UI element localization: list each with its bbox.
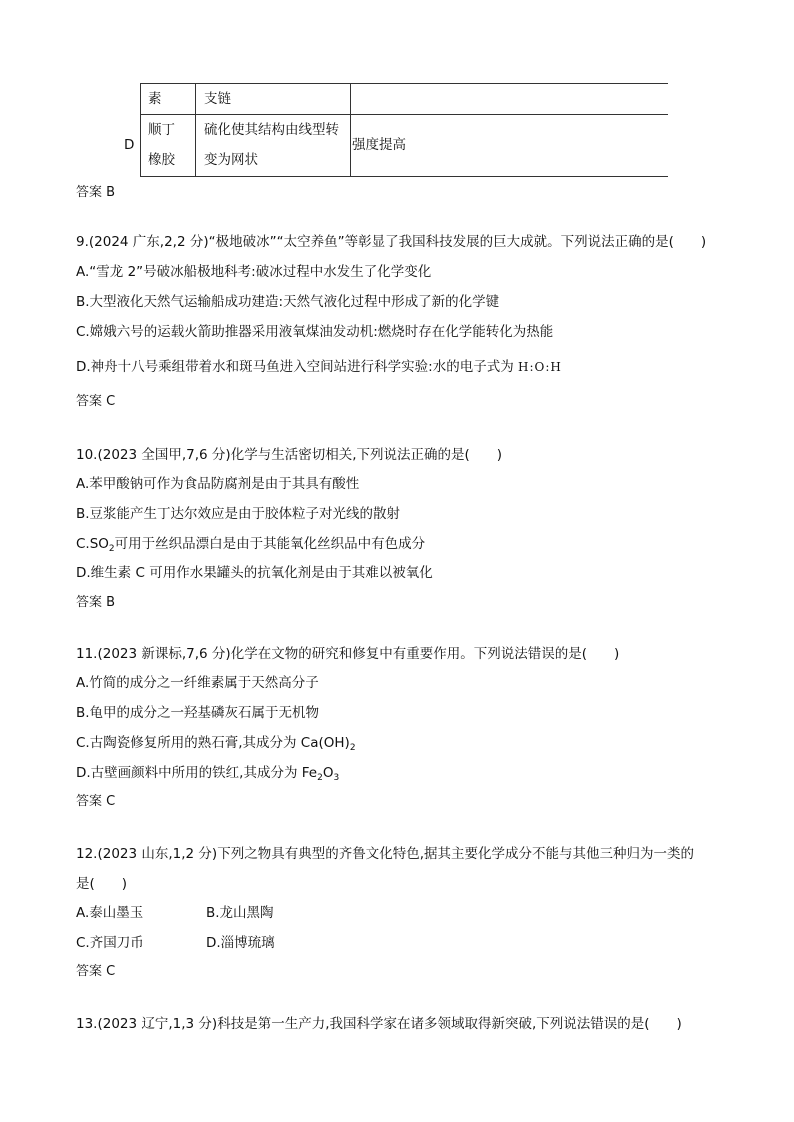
answer-q8: 答案 B: [76, 185, 116, 200]
q12-option-c: C.齐国刀币: [76, 935, 144, 951]
q11-stem: 11.(2023 新课标,7,6 分)化学在文物的研究和修复中有重要作用。下列说法错误的是( ): [76, 646, 620, 662]
q11-option-d-mid: O: [322, 765, 334, 781]
table-col-rule-2: [195, 83, 196, 177]
options-table: [120, 83, 668, 177]
q13-stem: 13.(2023 辽宁,1,3 分)科技是第一生产力,我国科学家在诸多领域取得新突破,下列说法错误的是( ): [76, 1016, 682, 1032]
table-rule-top: [140, 83, 668, 84]
q11-option-c-prefix: C.古陶瓷修复所用的熟石膏,其成分为 Ca(OH): [76, 735, 350, 751]
q9-option-c: C.嫦娥六号的运载火箭助推器采用液氧煤油发动机:燃烧时存在化学能转化为热能: [76, 324, 554, 340]
q10-option-b: B.豆浆能产生丁达尔效应是由于胶体粒子对光线的散射: [76, 506, 401, 522]
table-col-rule-1: [140, 83, 141, 177]
q10-option-d: D.维生素 C 可用作水果罐头的抗氧化剂是由于其难以被氧化: [76, 565, 433, 581]
table-r2-c2-line1: 硫化使其结构由线型转: [204, 122, 339, 138]
answer-q10: 答案 B: [76, 595, 116, 610]
q12-stem-line2: 是( ): [76, 876, 128, 892]
q10-option-c-subscript: 2: [108, 544, 115, 554]
q11-option-d-subscript-1: 2: [317, 773, 323, 783]
q11-option-b: B.龟甲的成分之一羟基磷灰石属于无机物: [76, 705, 320, 721]
q9-stem: 9.(2024 广东,2,2 分)“极地破冰”“太空养鱼”等彰显了我国科技发展的巨大成就。下列说法正确的是( ): [76, 234, 707, 250]
table-r1-c1: 素: [148, 91, 162, 107]
table-rule-middle: [140, 114, 668, 115]
q11-option-c: [76, 734, 356, 752]
q12-option-d: D.淄博琉璃: [206, 935, 275, 951]
electron-formula: H:O:H: [518, 360, 562, 374]
q10-option-c-prefix: C.SO: [76, 536, 109, 552]
q9-option-d-text: D.神舟十八号乘组带着水和斑马鱼进入空间站进行科学实验:水的电子式为: [76, 359, 514, 375]
q10-option-a: A.苯甲酸钠可作为食品防腐剂是由于其具有酸性: [76, 476, 360, 492]
table-r2-label: D: [124, 137, 135, 153]
q10-option-c: [76, 535, 425, 553]
table-r2-c1-line2: 橡胶: [148, 152, 175, 168]
q11-option-a: A.竹简的成分之一纤维素属于天然高分子: [76, 675, 319, 691]
q11-option-c-subscript: 2: [349, 743, 356, 753]
table-r2-c3: 强度提高: [352, 137, 406, 153]
table-r2-c2-line2: 变为网状: [204, 152, 258, 168]
table-rule-bottom: [140, 176, 668, 177]
q12-stem-line1: 12.(2023 山东,1,2 分)下列之物具有典型的齐鲁文化特色,据其主要化学成分不能与其他三种归为一类的: [76, 846, 694, 862]
table-r1-c2: 支链: [204, 91, 231, 107]
q9-option-b: B.大型液化天然气运输船成功建造:天然气液化过程中形成了新的化学键: [76, 294, 500, 310]
q12-option-a: A.泰山墨玉: [76, 905, 144, 921]
q10-stem: 10.(2023 全国甲,7,6 分)化学与生活密切相关,下列说法正确的是( ): [76, 447, 503, 463]
table-col-rule-3: [350, 83, 351, 177]
q11-option-d-prefix: D.古壁画颜料中所用的铁红,其成分为 Fe: [76, 765, 318, 781]
answer-q12: 答案 C: [76, 964, 116, 979]
q11-option-d: [76, 764, 339, 782]
q9-option-a: A.“雪龙 2”号破冰船极地科考:破冰过程中水发生了化学变化: [76, 264, 432, 280]
q10-option-c-suffix: 可用于丝织品漂白是由于其能氧化丝织品中有色成分: [114, 536, 426, 552]
answer-q9: 答案 C: [76, 394, 116, 409]
q12-option-b: B.龙山黑陶: [206, 905, 274, 921]
answer-q11: 答案 C: [76, 794, 116, 809]
q9-option-d: [76, 358, 562, 376]
table-r2-c1-line1: 顺丁: [148, 122, 175, 138]
q11-option-d-subscript-2: 3: [333, 773, 340, 783]
